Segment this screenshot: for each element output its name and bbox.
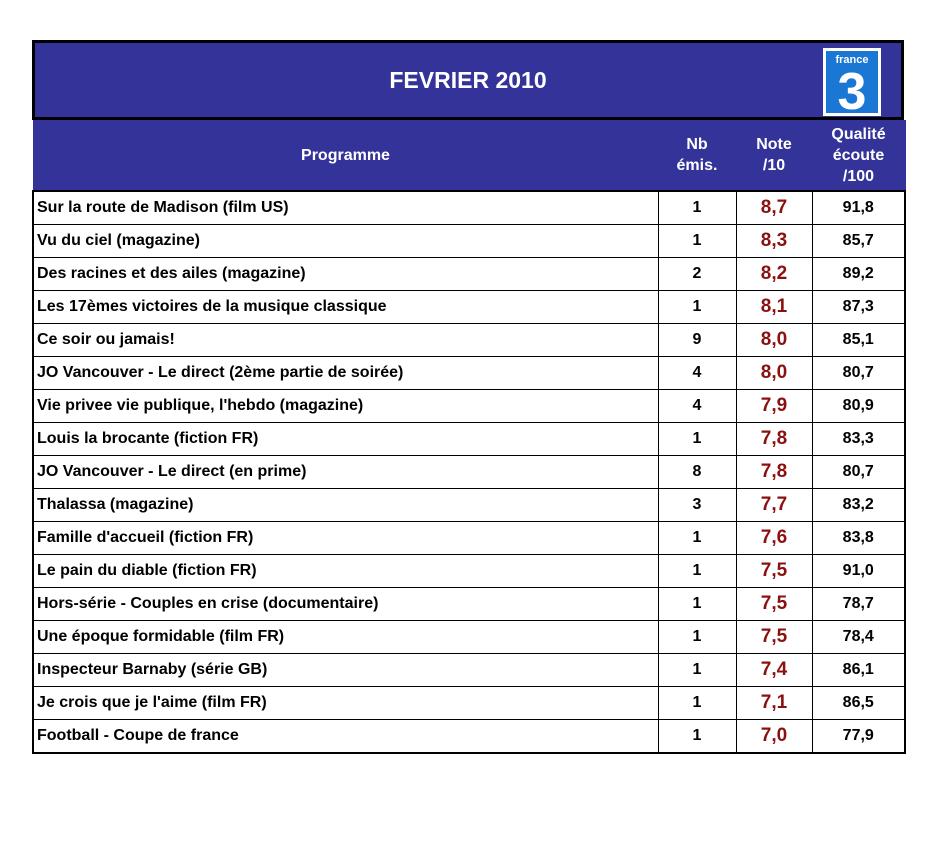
- nb-cell: 9: [658, 324, 736, 357]
- qualite-cell: 78,7: [812, 588, 905, 621]
- note-cell: 7,0: [736, 720, 812, 754]
- logo-text: france: [835, 54, 869, 66]
- programme-cell: Je crois que je l'aime (film FR): [33, 687, 658, 720]
- header-programme: Programme: [33, 120, 658, 191]
- programme-cell: Les 17èmes victoires de la musique classique: [33, 291, 658, 324]
- table-row: [33, 258, 905, 291]
- nb-cell: 1: [658, 621, 736, 654]
- nb-cell: 1: [658, 654, 736, 687]
- note-cell: 7,4: [736, 654, 812, 687]
- table-row: [33, 588, 905, 621]
- note-cell: 7,9: [736, 390, 812, 423]
- nb-cell: 1: [658, 225, 736, 258]
- note-cell: 7,8: [736, 456, 812, 489]
- note-cell: 7,8: [736, 423, 812, 456]
- nb-cell: 3: [658, 489, 736, 522]
- table-row: [33, 191, 905, 225]
- note-cell: 8,1: [736, 291, 812, 324]
- qualite-cell: 85,7: [812, 225, 905, 258]
- table-row: [33, 621, 905, 654]
- note-cell: 8,2: [736, 258, 812, 291]
- nb-cell: 1: [658, 191, 736, 225]
- note-cell: 7,5: [736, 588, 812, 621]
- page-title: FEVRIER 2010: [389, 66, 547, 93]
- table-row: [33, 555, 905, 588]
- nb-cell: 2: [658, 258, 736, 291]
- nb-cell: 8: [658, 456, 736, 489]
- programme-cell: Football - Coupe de france: [33, 720, 658, 754]
- header-nb: Nb émis.: [658, 120, 736, 191]
- note-cell: 7,5: [736, 621, 812, 654]
- programme-cell: Hors-série - Couples en crise (documentaire): [33, 588, 658, 621]
- qualite-cell: 91,0: [812, 555, 905, 588]
- qualite-cell: 80,7: [812, 357, 905, 390]
- nb-cell: 1: [658, 687, 736, 720]
- note-cell: 7,5: [736, 555, 812, 588]
- qualite-cell: 83,8: [812, 522, 905, 555]
- header-note: Note /10: [736, 120, 812, 191]
- table-row: [33, 720, 905, 754]
- nb-cell: 4: [658, 357, 736, 390]
- table-row: [33, 357, 905, 390]
- table-header-row: [33, 120, 905, 191]
- table-row: [33, 522, 905, 555]
- programme-cell: JO Vancouver - Le direct (2ème partie de soirée): [33, 357, 658, 390]
- nb-cell: 1: [658, 522, 736, 555]
- programme-cell: Le pain du diable (fiction FR): [33, 555, 658, 588]
- programme-cell: Vie privee vie publique, l'hebdo (magazine): [33, 390, 658, 423]
- nb-cell: 1: [658, 555, 736, 588]
- programme-cell: Famille d'accueil (fiction FR): [33, 522, 658, 555]
- qualite-cell: 80,7: [812, 456, 905, 489]
- programme-cell: Des racines et des ailes (magazine): [33, 258, 658, 291]
- qualite-cell: 77,9: [812, 720, 905, 754]
- table-row: [33, 390, 905, 423]
- table-row: [33, 291, 905, 324]
- table-row: [33, 654, 905, 687]
- note-cell: 7,1: [736, 687, 812, 720]
- table-row: [33, 489, 905, 522]
- qualite-cell: 86,1: [812, 654, 905, 687]
- qualite-cell: 89,2: [812, 258, 905, 291]
- note-cell: 7,7: [736, 489, 812, 522]
- qualite-cell: 80,9: [812, 390, 905, 423]
- table-row: [33, 324, 905, 357]
- table-row: [33, 456, 905, 489]
- nb-cell: 1: [658, 291, 736, 324]
- title-bar: [32, 40, 904, 120]
- nb-cell: 4: [658, 390, 736, 423]
- programme-cell: Sur la route de Madison (film US): [33, 191, 658, 225]
- qualite-cell: 85,1: [812, 324, 905, 357]
- programme-cell: Thalassa (magazine): [33, 489, 658, 522]
- ratings-sheet: [32, 40, 904, 754]
- table-row: [33, 225, 905, 258]
- table-row: [33, 423, 905, 456]
- programme-cell: JO Vancouver - Le direct (en prime): [33, 456, 658, 489]
- qualite-cell: 83,3: [812, 423, 905, 456]
- france3-logo: [823, 48, 881, 116]
- note-cell: 8,0: [736, 324, 812, 357]
- programme-cell: Une époque formidable (film FR): [33, 621, 658, 654]
- nb-cell: 1: [658, 588, 736, 621]
- logo-digit: 3: [837, 63, 867, 116]
- note-cell: 8,3: [736, 225, 812, 258]
- note-cell: 8,0: [736, 357, 812, 390]
- programme-cell: Louis la brocante (fiction FR): [33, 423, 658, 456]
- table-row: [33, 687, 905, 720]
- qualite-cell: 83,2: [812, 489, 905, 522]
- nb-cell: 1: [658, 720, 736, 754]
- nb-cell: 1: [658, 423, 736, 456]
- header-qualite: Qualité écoute /100: [812, 120, 905, 191]
- qualite-cell: 87,3: [812, 291, 905, 324]
- qualite-cell: 86,5: [812, 687, 905, 720]
- programme-cell: Vu du ciel (magazine): [33, 225, 658, 258]
- note-cell: 7,6: [736, 522, 812, 555]
- note-cell: 8,7: [736, 191, 812, 225]
- ratings-table: [32, 120, 906, 754]
- programme-cell: Ce soir ou jamais!: [33, 324, 658, 357]
- programme-cell: Inspecteur Barnaby (série GB): [33, 654, 658, 687]
- qualite-cell: 91,8: [812, 191, 905, 225]
- qualite-cell: 78,4: [812, 621, 905, 654]
